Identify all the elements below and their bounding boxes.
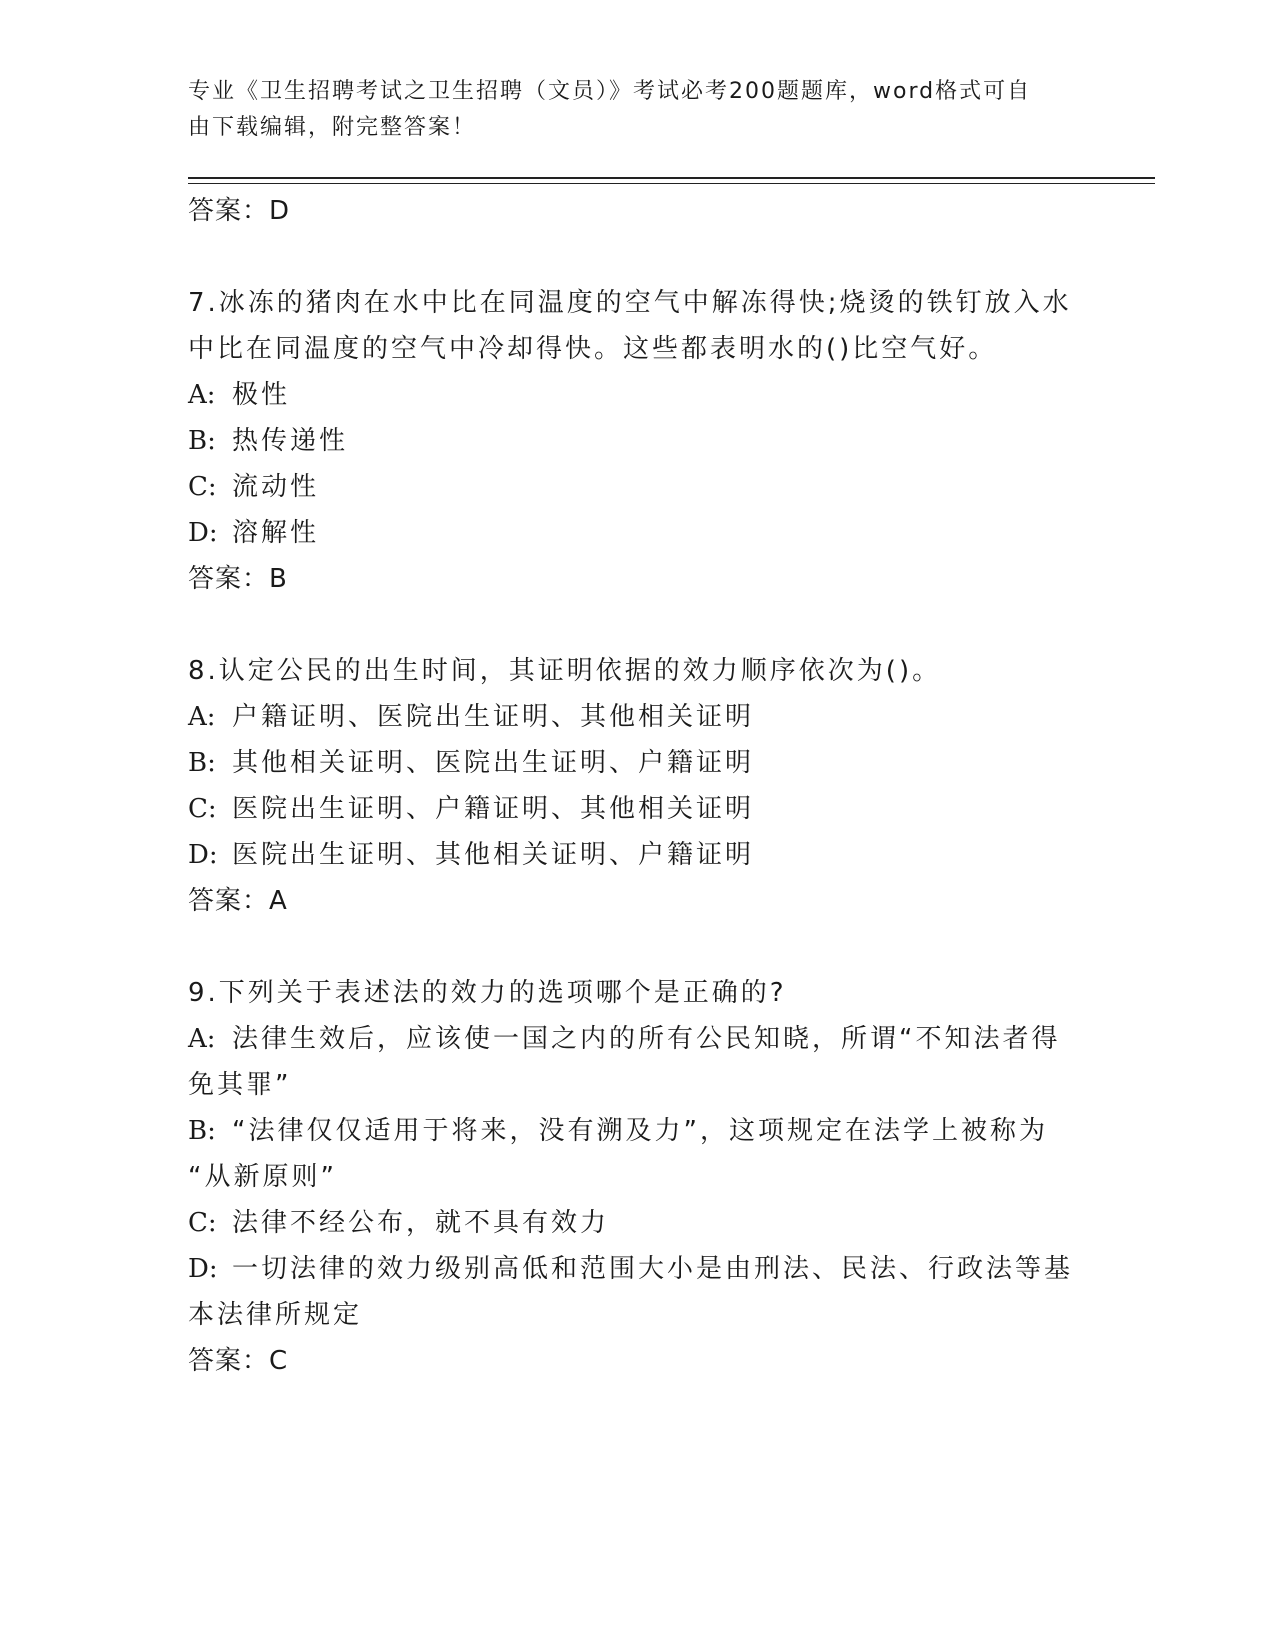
question-7 [188,280,1088,602]
option-prefix: D: [188,1254,218,1284]
option-prefix: A: [188,1024,216,1054]
option-b-continuation: “从新原则” [188,1162,337,1192]
header-line-1: 专业《卫生招聘考试之卫生招聘（文员）》考试必考200题题库，word格式可自 [188,79,1032,104]
option-text: 一切法律的效力级别高低和范围大小是由刑法、民法、行政法等基 [232,1254,1074,1284]
option-prefix: B: [188,426,216,456]
option-c [188,786,1088,832]
option-text: 户籍证明、医院出生证明、其他相关证明 [232,702,755,732]
option-b [188,1108,1088,1154]
option-prefix: D: [188,518,218,548]
option-text: 极性 [232,380,291,410]
option-text: 热传递性 [232,426,349,456]
option-d [188,1246,1088,1292]
question-content [188,188,1088,1384]
header-line-2: 由下载编辑，附完整答案！ [188,115,477,140]
option-text: 法律不经公布，就不具有效力 [232,1208,610,1238]
option-c [188,1200,1088,1246]
question-stem-line: 中比在同温度的空气中冷却得快。这些都表明水的()比空气好。 [188,334,998,364]
option-prefix: D: [188,840,218,870]
option-text: 溶解性 [232,518,320,548]
answer: 答案：C [188,1346,289,1376]
question-8 [188,648,1088,924]
option-text: 其他相关证明、医院出生证明、户籍证明 [232,748,755,778]
option-prefix: C: [188,1208,217,1238]
option-text: 法律生效后，应该使一国之内的所有公民知晓，所谓“不知法者得 [232,1024,1061,1054]
option-text: 医院出生证明、户籍证明、其他相关证明 [232,794,755,824]
option-prefix: B: [188,748,216,778]
option-prefix: C: [188,472,217,502]
option-b [188,740,1088,786]
question-stem-line: 9.下列关于表述法的效力的选项哪个是正确的? [188,978,787,1008]
option-prefix: A: [188,380,216,410]
option-prefix: C: [188,794,217,824]
option-d [188,832,1088,878]
question-stem-line: 8.认定公民的出生时间，其证明依据的效力顺序依次为()。 [188,656,942,686]
answer-previous: 答案：D [188,196,291,226]
option-text: 医院出生证明、其他相关证明、户籍证明 [232,840,755,870]
option-prefix: A: [188,702,216,732]
page-header [188,74,1088,146]
option-text: 流动性 [232,472,320,502]
header-rule-thin [188,183,1155,184]
option-text: “法律仅仅适用于将来，没有溯及力”，这项规定在法学上被称为 [232,1116,1048,1146]
option-a [188,1016,1088,1062]
option-prefix: B: [188,1116,216,1146]
question-stem-line: 7.冰冻的猪肉在水中比在同温度的空气中解冻得快;烧烫的铁钉放入水 [188,288,1072,318]
option-a-continuation: 免其罪” [188,1070,292,1100]
option-c [188,464,1088,510]
option-a [188,372,1088,418]
option-a [188,694,1088,740]
header-rule-thick [188,177,1155,179]
answer: 答案：B [188,564,288,594]
option-d [188,510,1088,556]
option-b [188,418,1088,464]
answer: 答案：A [188,886,288,916]
question-9 [188,970,1088,1384]
option-d-continuation: 本法律所规定 [188,1300,363,1330]
